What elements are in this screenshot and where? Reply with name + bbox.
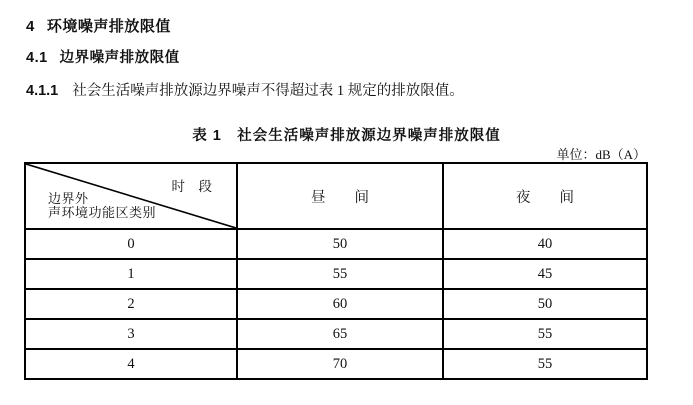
cell-category: 0 [25, 229, 237, 259]
cell-category: 1 [25, 259, 237, 289]
clause-text: 社会生活噪声排放源边界噪声不得超过表 1 规定的排放限值。 [72, 83, 464, 99]
table-row [25, 289, 647, 319]
section-heading-4-1 [26, 46, 180, 67]
cell-category: 4 [25, 349, 237, 379]
cell-day: 50 [237, 229, 443, 259]
table-body [25, 229, 647, 379]
section-number: 4.1 [26, 50, 48, 66]
table-row [25, 319, 647, 349]
section-title: 环境噪声排放限值 [46, 18, 171, 35]
table-row [25, 349, 647, 379]
cell-category: 2 [25, 289, 237, 319]
column-header-day: 昼 间 [237, 163, 443, 229]
header-row [25, 163, 647, 229]
table-caption: 表 1 社会生活噪声排放源边界噪声排放限值 [192, 128, 501, 144]
clause-number: 4.1.1 [26, 83, 59, 99]
cell-day: 65 [237, 319, 443, 349]
cell-night: 50 [443, 289, 647, 319]
limits-table-wrapper [24, 162, 648, 380]
table-row [25, 259, 647, 289]
period-label: 时 段 [171, 179, 212, 194]
section-number: 4 [26, 18, 35, 35]
cell-category: 3 [25, 319, 237, 349]
column-header-night: 夜 间 [443, 163, 647, 229]
cell-day: 70 [237, 349, 443, 379]
cell-night: 55 [443, 319, 647, 349]
cell-day: 60 [237, 289, 443, 319]
limits-table [24, 162, 648, 380]
cell-night: 45 [443, 259, 647, 289]
table-unit-label: 单位：dB（A） [556, 147, 646, 162]
diagonal-header-cell [25, 163, 237, 229]
category-axis-label: 边界外 声环境功能区类别 [48, 191, 157, 220]
cell-day: 55 [237, 259, 443, 289]
section-heading-4 [26, 15, 171, 36]
cell-night: 55 [443, 349, 647, 379]
table-row [25, 229, 647, 259]
section-title: 边界噪声排放限值 [59, 50, 180, 66]
cell-night: 40 [443, 229, 647, 259]
clause-4-1-1 [26, 79, 464, 100]
